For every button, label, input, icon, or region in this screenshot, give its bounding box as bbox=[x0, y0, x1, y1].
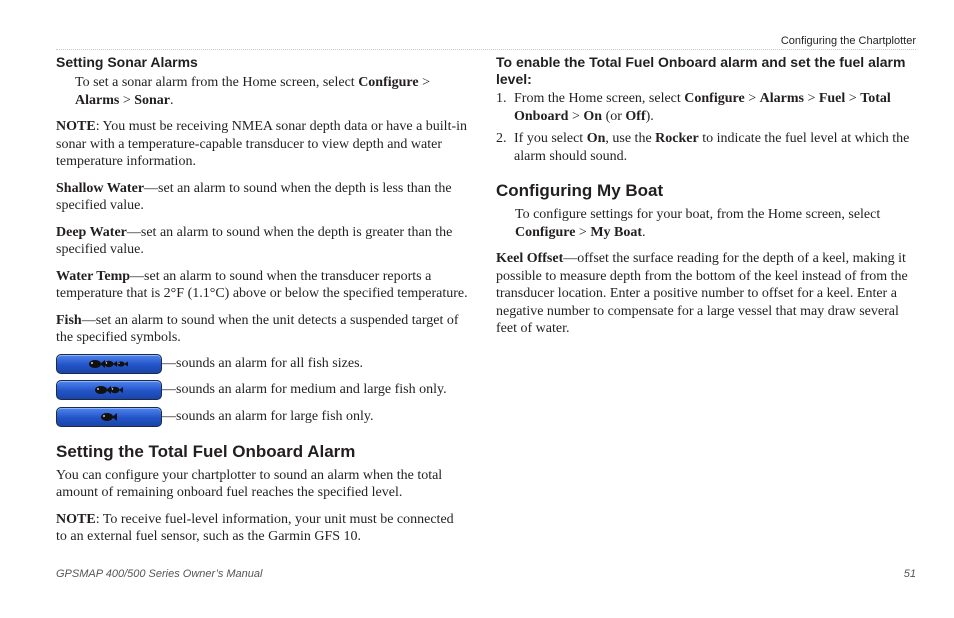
step-2: 2. If you select On, use the Rocker to indicate the fuel level at which the alarm should sound. bbox=[496, 131, 910, 164]
medium-large-fish-icon bbox=[94, 384, 124, 396]
sonar-note: NOTE: You must be receiving NMEA sonar depth data or have a built-in sonar with a temperature-capable transducer to view depth and water temperature information. bbox=[56, 119, 468, 169]
enable-steps-list bbox=[496, 90, 918, 165]
step-1: 1. From the Home screen, select Configure > Alarms > Fuel > Total Onboard > On (or Off). bbox=[496, 91, 891, 124]
configuring-my-boat-heading: Configuring My Boat bbox=[496, 181, 664, 200]
fish-option-large-text: —sounds an alarm for large fish only. bbox=[162, 408, 374, 424]
enable-fuel-alarm-heading: To enable the Total Fuel Onboard alarm and set the fuel alarm level: bbox=[496, 54, 906, 87]
fuel-alarm-note: NOTE: To receive fuel-level information, your unit must be connected to an external fuel sensor, such as the Garmin GFS 10. bbox=[56, 511, 454, 544]
manual-title-footer: GPSMAP 400/500 Series Owner’s Manual bbox=[56, 568, 263, 580]
shallow-water-item: Shallow Water—set an alarm to sound when the depth is less than the specified value. bbox=[56, 180, 452, 213]
fuel-alarm-body: You can configure your chartplotter to sound an alarm when the total amount of remaining onboard fuel reaches the specified level. bbox=[56, 467, 443, 500]
water-temp-item: Water Temp—set an alarm to sound when the transducer reports a temperature that is 2°F (1.1°C) above or below the specified temperature. bbox=[56, 268, 468, 301]
fuel-alarm-heading: Setting the Total Fuel Onboard Alarm bbox=[56, 441, 356, 461]
large-fish-button[interactable] bbox=[56, 407, 162, 427]
left-column bbox=[56, 54, 468, 555]
my-boat-intro: To configure settings for your boat, from the Home screen, select Configure > My Boat. bbox=[515, 207, 881, 240]
fish-option-large bbox=[56, 406, 468, 428]
all-fish-sizes-icon bbox=[88, 358, 130, 370]
fish-item: Fish—set an alarm to sound when the unit detects a suspended target of the specified symbols. bbox=[56, 312, 459, 345]
medium-large-fish-button[interactable] bbox=[56, 380, 162, 400]
all-fish-sizes-button[interactable] bbox=[56, 354, 162, 374]
keel-offset-item: Keel Offset—offset the surface reading for the depth of a keel, making it possible to measure depth from the bottom of the keel instead of from the transducer location. Enter a positive number to offset for a keel. Enter a negative number to compensate for a large vessel that may draw several feet of water. bbox=[496, 251, 908, 336]
large-fish-icon bbox=[100, 411, 118, 423]
page-number: 51 bbox=[903, 568, 916, 580]
sonar-intro: To set a sonar alarm from the Home screen, select Configure > Alarms > Sonar. bbox=[75, 75, 431, 108]
fish-option-medium-large bbox=[56, 379, 468, 401]
header-rule bbox=[56, 49, 916, 50]
fish-option-all-text: —sounds an alarm for all fish sizes. bbox=[162, 355, 364, 371]
right-column bbox=[496, 54, 918, 347]
fish-option-all bbox=[56, 353, 468, 375]
running-header: Configuring the Chartplotter bbox=[780, 35, 916, 47]
deep-water-item: Deep Water—set an alarm to sound when the depth is greater than the specified value. bbox=[56, 224, 453, 257]
sonar-alarms-heading: Setting Sonar Alarms bbox=[56, 54, 198, 70]
fish-option-medium-large-text: —sounds an alarm for medium and large fish only. bbox=[162, 382, 447, 397]
